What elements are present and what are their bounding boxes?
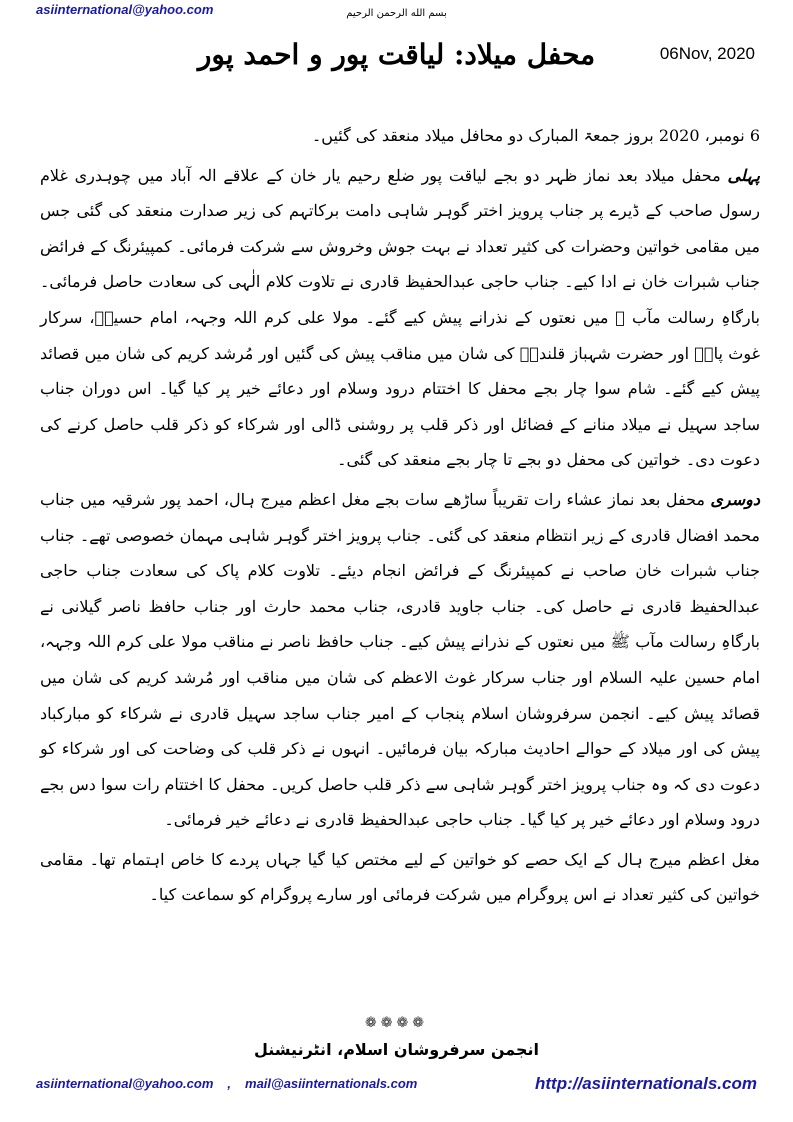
footer-email-yahoo[interactable]: asiinternational@yahoo.com <box>36 1076 214 1091</box>
intro-paragraph: 6 نومبر، 2020 بروز جمعۃ المبارک دو محافل میلاد منعقد کی گئیں۔ <box>311 126 760 145</box>
organization-name: انجمن سرفروشان اسلام، انٹرنیشنل <box>253 1040 540 1059</box>
bismillah: بسم الله الرحمن الرحیم <box>346 8 447 19</box>
footer-emails <box>36 1076 417 1091</box>
article-date: 06Nov, 2020 <box>659 44 755 63</box>
ornament-divider: ❁❁❁❁ <box>365 1015 428 1031</box>
first-gathering-text: محفل میلاد بعد نماز ظہر دو بجے لیاقت پور ضلع رحیم یار خان کے علاقے الہ آباد میں چوہدری غلام رسول صاحب کے ڈیرے پر جناب پرویز اختر گوہر شاہی دامت برکاتہم کی زیر صدارت منعقد کی گئی جس میں مقامی خواتین وحضرات کی کثیر تعداد نے بہت جوش وخروش سے شرکت فرمائی۔ کمپیئرنگ کے فرائض جناب شبرات خان نے ادا کیے۔ جناب حاجی عبدالحفیظ قادری نے تلاوت کلام الٰہی کی سعادت حاصل فرمائی۔ بارگاہِ رسالت مآب ﷺ میں نعتوں کے نذرانے پیش کیے گئے۔ مولا علی کرم اللہ وجہہ، امام حسینؑ، سرکار غوث پاکؒ اور حضرت شہباز قلندرؒ کی شان میں مناقب پیش کی گئیں اور مُرشد کریم کی شان میں قصائد پیش کیے گئے۔ شام سوا چار بجے محفل کا اختتام درود وسلام اور دعائے خیر پر کیا گیا۔ اس دوران جناب ساجد سہیل نے میلاد منانے کے فضائل اور ذکر قلب پر روشنی ڈالی اور شرکاء کو ذکر قلب حاصل کرنے کی دعوت دی۔ خواتین کی محفل دو بجے تا چار بجے منعقد کی گئی۔ <box>40 165 761 470</box>
second-gathering-paragraph <box>40 482 760 838</box>
footer-website-link[interactable]: http://asiinternationals.com <box>535 1074 757 1093</box>
article-body <box>40 118 760 917</box>
first-lead-word: پہلی <box>727 165 760 185</box>
footer-separator: , <box>227 1076 232 1091</box>
header-email[interactable]: asiinternational@yahoo.com <box>36 2 214 17</box>
page-title: محفل میلاد: لیاقت پور و احمد پور <box>197 38 596 71</box>
first-gathering-paragraph <box>40 158 760 478</box>
second-lead-word: دوسری <box>710 489 760 509</box>
women-arrangement-paragraph: مغل اعظم میرج ہال کے ایک حصے کو خواتین کے لیے مختص کیا گیا جہاں پردے کا خاص اہتمام تھا۔ مقامی خواتین کی کثیر تعداد نے اس پروگرام میں شرکت فرمائی اور سارے پروگرام کو سماعت کیا۔ <box>40 849 760 905</box>
second-gathering-text: محفل بعد نماز عشاء رات تقریباً ساڑھے سات بجے مغل اعظم میرج ہال، احمد پور شرقیہ میں جناب محمد افضال قادری کے زیر انتظام منعقد کی گئی۔ جناب پرویز اختر گوہر شاہی مہمان خصوصی تھے۔ جناب جناب شبرات خان صاحب نے کمپیئرنگ کے فرائض انجام دیئے۔ تلاوت کلام پاک کی سعادت جناب حاجی عبدالحفیظ قادری نے حاصل کی۔ جناب جاوید قادری، جناب محمد حارث اور جناب حافظ ناصر گیلانی نے بارگاہِ رسالت مآب ﷺ میں نعتوں کے نذرانے پیش کیے۔ جناب حافظ ناصر نے مناقب مولا علی کرم اللہ وجہہ، امام حسین علیہ السلام اور جناب سرکار غوث الاعظم کی شان میں مناقب اور مُرشد کریم کی شان میں قصائد پیش کیے۔ انجمن سرفروشان اسلام پنجاب کے امیر جناب ساجد سہیل قادری نے شرکاء کو مبارکباد پیش کی اور میلاد کے حوالے احادیث مبارکہ بیان فرمائیں۔ انہوں نے ذکر قلب کی وضاحت کی اور شرکاء کو دعوت دی کہ وہ جناب پرویز اختر گوہر شاہی سے ذکر قلب حاصل کریں۔ محفل کا اختتام رات سوا دس بجے درود وسلام اور دعائے خیر پر کیا گیا۔ جناب حاجی عبدالحفیظ قادری نے دعائے خیر فرمائی۔ <box>40 489 760 830</box>
footer-email-mail[interactable]: mail@asiinternationals.com <box>245 1076 418 1091</box>
